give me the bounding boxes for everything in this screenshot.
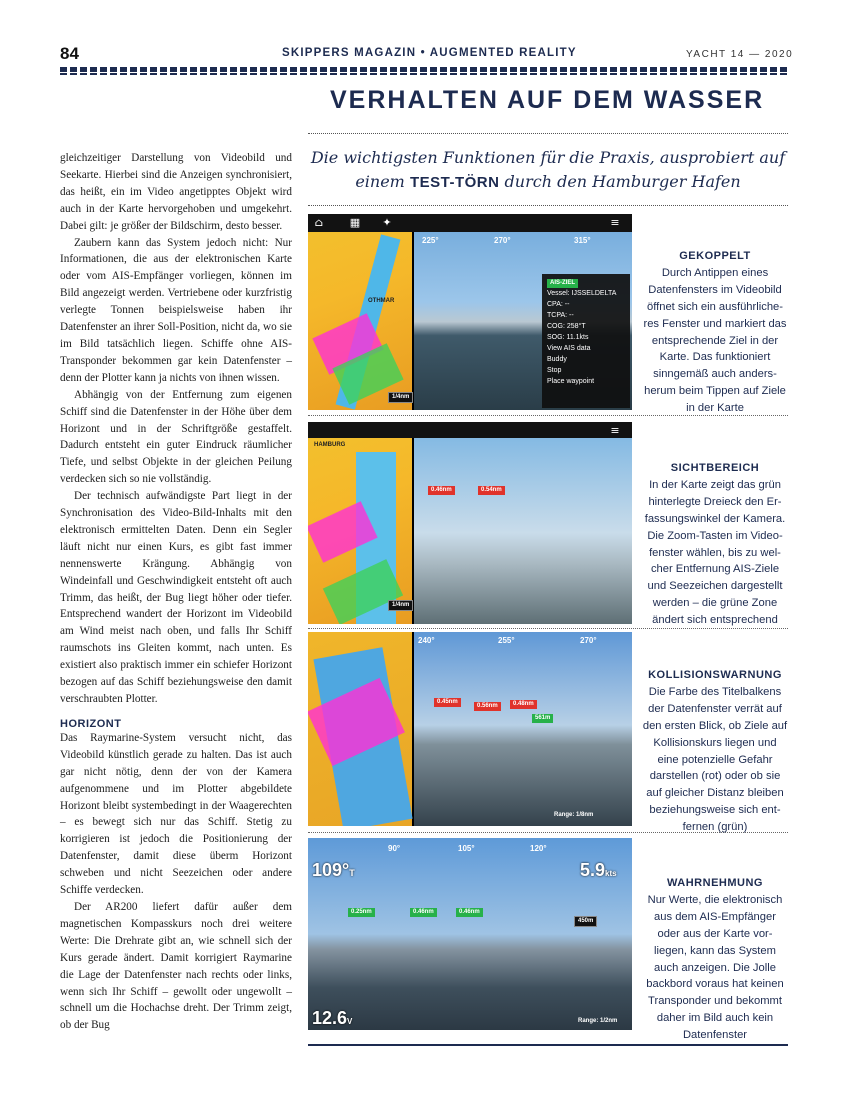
caption-text: Nur Werte, die elektronisch aus dem AIS-Empfänger oder aus der Karte vor-liegen, kann das System auch anzeigen. Die Jolle backbord voraus hat keinen Transponder und bekommt daher im Bild auch kein Datenfenster [646, 893, 784, 1042]
caption-wahrnehmung [642, 875, 788, 1044]
menu-icon[interactable]: ≡ [610, 424, 620, 437]
caption-text: In der Karte zeigt das grün hinterlegte Dreieck den Er-fassungswinkel der Kamera. Die Zoom-Tasten im Video-fenster wählen, bis zu wel-cher Entfernung AIS-Ziele und Seezeichen dargestellt werden – die grüne Zone ändert sich entsprechend [644, 478, 786, 627]
chart-label: HAMBURG [314, 442, 346, 448]
ais-tag-1[interactable]: 0.25nm [348, 908, 375, 917]
chart-range: 1/4nm [388, 600, 413, 611]
section-paragraph-1: Das Raymarine-System versucht nicht, das Videobild künstlich gerade zu halten. Das ist auch gar nicht nötig, denn der von der Kamera aufgenommene und im Plotter abgebildete Horizont bleibt systembedingt in der Waagerechten – es bewegt sich nur das Schiff. Stetig zu korrigieren ist jedoch die Positionierung der Datenfenster, damit diese überm Horizont schweben und nicht Seezeichen oder andere Schiffe verdecken. [60, 731, 292, 897]
place-waypoint-button[interactable]: Place waypoint [547, 378, 595, 385]
ais-tag-2[interactable]: 0.54nm [478, 486, 505, 495]
speed-readout: 5.9kts [580, 860, 617, 880]
view-ais-data-button[interactable]: View AIS data [547, 345, 591, 352]
caption-text: Die Farbe des Titelbalkens der Datenfenster verrät auf den ersten Blick, ob Ziele auf Kollisionskurs liegen und eine potenzielle Gefahr darstellen (rot) oder ob sie auf gleicher Distanz bleiben beziehungsweise sich ent-fernen (grün) [642, 685, 788, 834]
panel-title: AIS-ZIEL [547, 279, 578, 288]
map-icon[interactable]: ▦ [349, 216, 361, 229]
voltage-readout: 12.6V [312, 1008, 353, 1028]
section-heading-horizont: HORIZONT [60, 717, 122, 730]
article-title: VERHALTEN AUF DEM WASSER [330, 86, 765, 114]
heading-tick-3: 270° [580, 636, 597, 645]
subtitle-highlight: TEST-TÖRN [409, 174, 500, 191]
ais-tag-3[interactable]: 0.46nm [456, 908, 483, 917]
subtitle-divider [308, 205, 788, 206]
panel-line-1: Vessel: IJSSELDELTA [547, 290, 617, 297]
heading-tick-2: 105° [458, 844, 475, 853]
screenshot-sichtbereich [308, 422, 632, 624]
heading-readout: 109°T [312, 860, 355, 880]
subtitle-pre: Die wichtigsten Funktionen für die Praxis, ausprobiert auf einem [310, 148, 786, 191]
heading-tick-3: 120° [530, 844, 547, 853]
section-paragraph-2: Der AR200 liefert dafür außer dem magnetischen Kompasskurs noch drei weitere Werte: Die Drehrate gibt an, wie schnell sich der Kurs gerade ändert. Damit korrigiert Raymarine die Lage der Datenfenster nach rechts oder links, wenn sich Ihr Schiff – gewollt oder ungewollt – schnell um die Hochachse dreht. Der Trimm zeigt, ob der Bug [60, 900, 292, 1032]
caption-heading: GEKOPPELT [679, 250, 751, 262]
plotter-toolbar [308, 422, 632, 438]
heading-tick-2: 270° [494, 236, 511, 245]
panel-line-5: SOG: 11.1kts [547, 334, 589, 341]
page-number: 84 [60, 44, 79, 63]
heading-tick-1: 240° [418, 636, 435, 645]
stop-button[interactable]: Stop [547, 367, 562, 374]
header-rule-secondary [60, 73, 788, 75]
body-paragraph-1: gleichzeitiger Darstellung von Videobild und Seekarte. Hierbei sind die Anzeigen synchronisiert, das heißt, ein im Video angetipptes Objekt wird auch in der Karte hervorgehoben und umgekehrt. Dabei gilt: je größer der Bildschirm, desto besser. [60, 152, 292, 232]
chart-pane [308, 632, 412, 826]
caption-sichtbereich [642, 460, 788, 629]
subtitle-post: durch den Hamburger Hafen [504, 172, 741, 191]
heading-tick-1: 225° [422, 236, 439, 245]
menu-icon[interactable]: ≡ [610, 216, 620, 229]
video-pane-full [308, 838, 632, 1030]
ais-target-panel[interactable] [542, 274, 630, 408]
title-divider [308, 133, 788, 134]
article-subtitle [308, 146, 788, 194]
screenshot-wahrnehmung [308, 838, 632, 1030]
ais-tag-1[interactable]: 0.46nm [428, 486, 455, 495]
plotter-toolbar [308, 214, 632, 232]
home-icon[interactable]: ⌂ [314, 216, 324, 229]
body-paragraph-3: Abhängig von der Entfernung zum eigenen Schiff sind die Datenfenster in der Höhe über dem Horizont und in der Schriftgröße gestaffelt. Dadurch entsteht ein guter Eindruck räumlicher Tiefe, und selbst Objekte in der gleichen Peilung verdecken sich so nie vollständig. [60, 388, 292, 486]
caption-heading: KOLLISIONSWARNUNG [648, 669, 782, 681]
heading-tick-3: 315° [574, 236, 591, 245]
chart-label: OTHMAR [368, 298, 395, 304]
video-pane [414, 214, 632, 410]
screenshot-kollisionswarnung [308, 632, 632, 826]
magazine-name: SKIPPERS MAGAZIN • AUGMENTED REALITY [282, 47, 577, 59]
header-rule [60, 67, 788, 72]
compass-icon[interactable]: ✦ [382, 216, 392, 229]
body-paragraph-4: Der technisch aufwändigste Part liegt in der Synchronisation des Video-Bild-Inhalts mit den elektronisch ermittelten Daten. Denn ein Segler läuft nicht nur einen Kurs, es gibt fast immer nennenswerte Krängung. Abhängig von Windeinfall und Geschwindigkeit entsteht oft auch Trimm, das heißt, der Bug liegt höher oder tiefer. Entsprechend wandert der Horizont im Videobild am Wind meist nach oben, und falls Ihr Schiff raumschots ins Gleiten kommt, nach unten. Es existiert also praktisch immer ein schiefer Horizont bezogen auf das Schiff beziehungsweise den damit verschraubten Plotter. [60, 490, 292, 705]
body-text-column [60, 150, 292, 1034]
chart-pane [308, 214, 412, 410]
panel-line-2: CPA: -- [547, 301, 570, 308]
ais-tag-4[interactable]: 561m [532, 714, 553, 723]
video-pane [414, 632, 632, 826]
chart-pane [308, 422, 412, 624]
chart-range: 1/4nm [388, 392, 413, 403]
bottom-rule [308, 1044, 788, 1046]
caption-heading: WAHRNEHMUNG [667, 877, 763, 889]
buddy-toggle[interactable]: Buddy [547, 356, 567, 363]
screenshot-gekoppelt [308, 214, 632, 410]
ais-tag-2[interactable]: 0.46nm [410, 908, 437, 917]
ais-tag-2[interactable]: 0.56nm [474, 702, 501, 711]
ais-tag-4[interactable]: 450m [574, 916, 597, 927]
caption-kollisionswarnung [642, 667, 788, 836]
video-pane [414, 422, 632, 624]
caption-heading: SICHTBEREICH [670, 462, 760, 474]
body-paragraph-2: Zaubern kann das System jedoch nicht: Nur Informationen, die aus der elektronischen Karte oder vom AIS-Empfänger vorliegen, können im Bild angezeigt werden. Vertriebene oder kurzfristig verlegte Tonnen beispielsweise haben ihr Datenfenster an ihrer Soll-Position, nicht da, wo sie im Bild tatsächlich liegen. Schiffe ohne AIS-Transponder bekommen gar kein Datenfenster – denn der Plotter kann ja nichts von ihnen wissen. [60, 236, 292, 384]
range-label: Range: 1/2nm [578, 1018, 618, 1024]
ais-tag-3[interactable]: 0.48nm [510, 700, 537, 709]
caption-gekoppelt [642, 248, 788, 417]
heading-tick-1: 90° [388, 844, 401, 853]
range-label: Range: 1/8nm [554, 812, 594, 818]
caption-text: Durch Antippen eines Datenfensters im Videobild öffnet sich ein ausführliche-res Fenster und markiert das entsprechende Ziel in der Karte. Das funktioniert sinngemäß auch anders-herum beim Tippen auf Ziele in der Karte [643, 266, 787, 415]
panel-line-4: COG: 258°T [547, 323, 586, 330]
panel-line-3: TCPA: -- [547, 312, 574, 319]
heading-tick-2: 255° [498, 636, 515, 645]
ais-tag-1[interactable]: 0.45nm [434, 698, 461, 707]
issue-label: YACHT 14 — 2020 [686, 49, 794, 60]
